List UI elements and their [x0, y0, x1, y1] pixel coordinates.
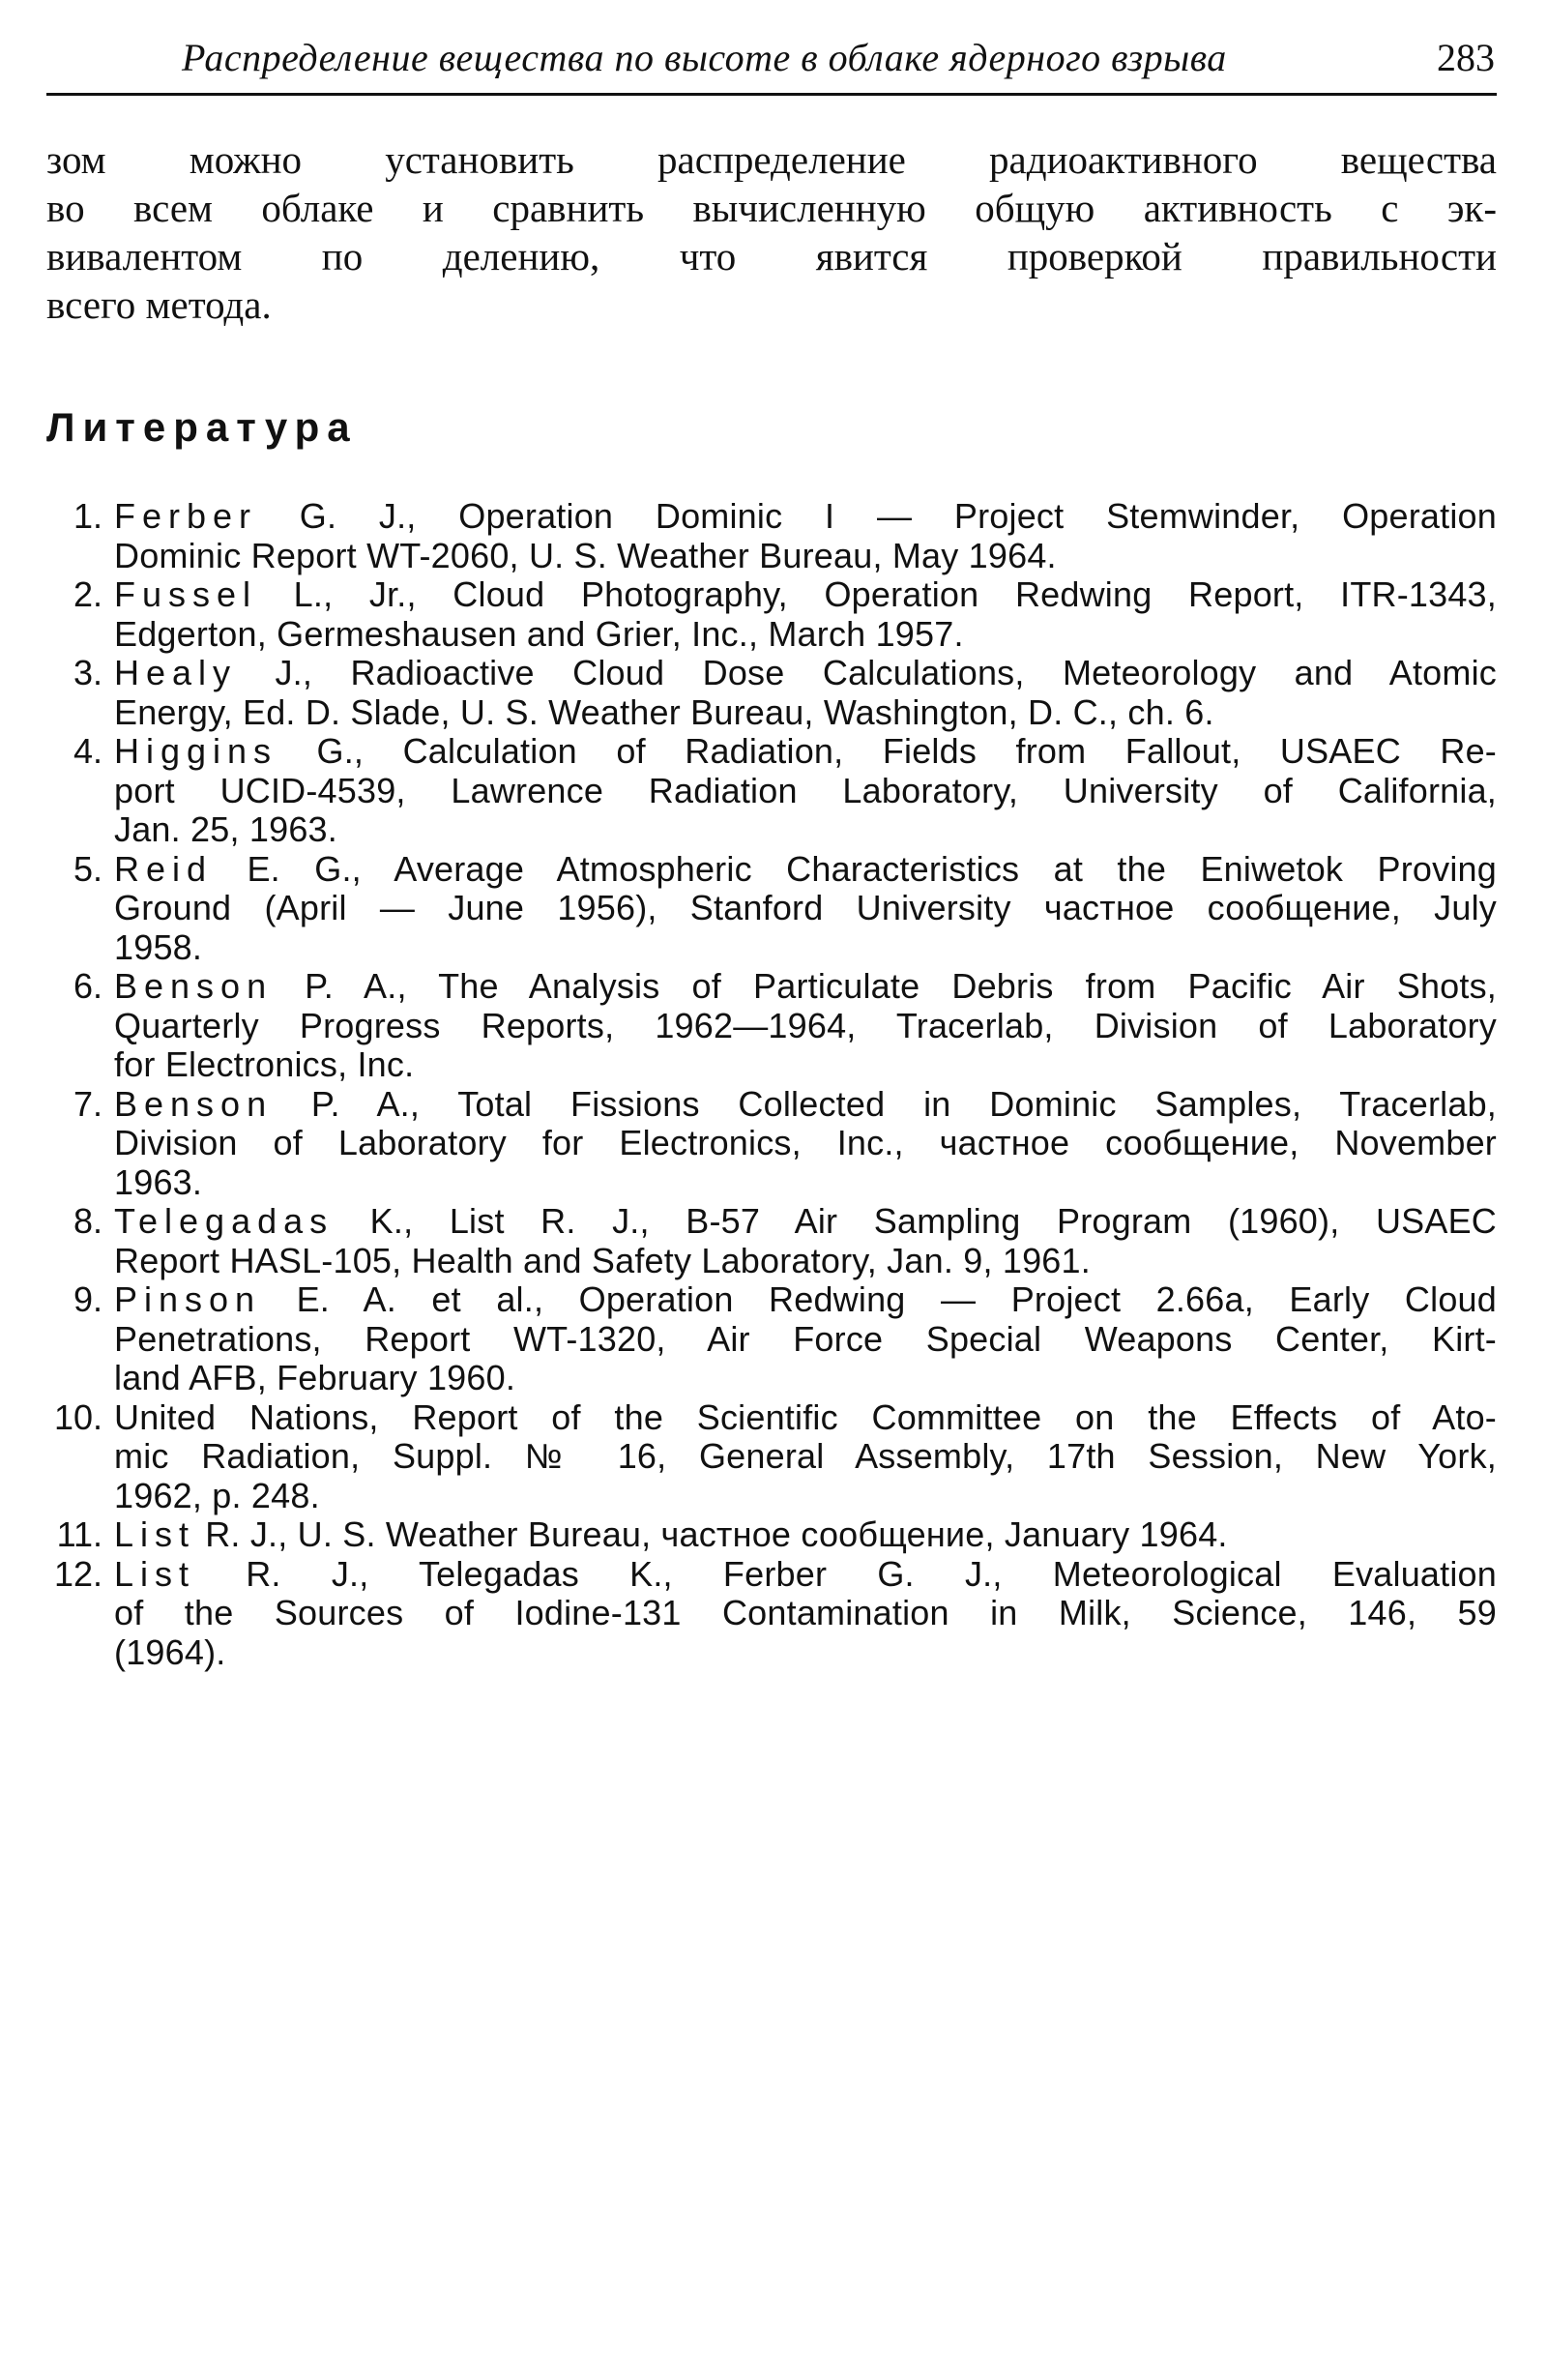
reference-item: [46, 1398, 1497, 1516]
reference-author: Healy: [114, 653, 238, 692]
reference-line: [114, 1515, 1497, 1555]
running-title: Распределение вещества по высоте в облаке ядерного взрыва: [182, 36, 1227, 79]
reference-number: 1.: [73, 496, 102, 536]
reference-number: 9.: [73, 1279, 102, 1319]
reference-line: Jan. 25, 1963.: [114, 809, 337, 849]
reference-line: Ground (April — June 1956), Stanford University частное сообщение, July: [114, 888, 1497, 927]
reference-author: List: [114, 1514, 196, 1554]
reference-item: [46, 654, 1497, 732]
reference-author: Ferber: [114, 496, 258, 536]
reference-line: 1963.: [114, 1161, 203, 1202]
reference-line: Penetrations, Report WT-1320, Air Force Special Weapons Center, Kirt-: [114, 1318, 1497, 1359]
reference-line: [114, 967, 1497, 1007]
reference-item: [46, 732, 1497, 850]
body-line: во всем облаке и сравнить вычисленную общую активность с эк-: [46, 186, 1497, 230]
reference-line: [114, 1085, 1497, 1125]
reference-number: 7.: [73, 1083, 102, 1124]
reference-line: [114, 1555, 1497, 1595]
reference-line: [114, 497, 1497, 537]
reference-number: 11.: [56, 1514, 102, 1554]
reference-line: 1962, p. 248.: [114, 1475, 320, 1515]
reference-number: 4.: [73, 731, 102, 771]
reference-item: [46, 850, 1497, 968]
reference-author: Telegadas: [114, 1201, 335, 1241]
reference-text: R. J., U. S. Weather Bureau, частное сообщение, January 1964.: [195, 1514, 1228, 1554]
reference-line: [114, 575, 1497, 615]
reference-number: 12.: [53, 1553, 102, 1594]
reference-text: K., List R. J., B-57 Air Sampling Program (1960), USAEC: [334, 1201, 1497, 1241]
reference-number: 5.: [73, 848, 102, 889]
reference-line: Energy, Ed. D. Slade, U. S. Weather Bureau, Washington, D. C., ch. 6.: [114, 691, 1214, 732]
reference-line: of the Sources of Iodine-131 Contamination in Milk, Science, 146, 59: [114, 1593, 1497, 1632]
page-number: 283: [1437, 36, 1495, 79]
reference-line: [114, 732, 1497, 772]
reference-text: R. J., Telegadas K., Ferber G. J., Meteorological Evaluation: [195, 1553, 1497, 1594]
header-rule: [46, 93, 1497, 96]
reference-line: United Nations, Report of the Scientific Committee on the Effects of Ato-: [114, 1396, 1497, 1437]
reference-line: Report HASL-105, Health and Safety Laboratory, Jan. 9, 1961.: [114, 1240, 1091, 1280]
reference-text: G., Calculation of Radiation, Fields from Fallout, USAEC Re-: [277, 731, 1497, 771]
reference-line: (1964).: [114, 1631, 226, 1672]
body-line: всего метода.: [46, 282, 272, 327]
reference-number: 2.: [73, 574, 102, 614]
reference-number: 6.: [73, 966, 102, 1006]
body-line: зом можно установить распределение радиоактивного вещества: [46, 137, 1497, 182]
reference-item: [46, 497, 1497, 575]
reference-text: E. A. et al., Operation Redwing — Project 2.66a, Early Cloud: [261, 1279, 1497, 1319]
reference-author: Higgins: [114, 731, 278, 771]
reference-item: [46, 1280, 1497, 1398]
reference-line: [114, 850, 1497, 890]
reference-item: [46, 1085, 1497, 1203]
reference-line: Division of Laboratory for Electronics, Inc., частное сообщение, November: [114, 1123, 1497, 1162]
reference-number: 3.: [73, 653, 102, 692]
reference-author: List: [114, 1553, 196, 1594]
reference-number: 8.: [73, 1201, 102, 1241]
reference-author: Pinson: [114, 1279, 262, 1319]
reference-author: Benson: [114, 1083, 274, 1124]
reference-line: port UCID-4539, Lawrence Radiation Laboratory, University of California,: [114, 770, 1497, 810]
reference-line: Edgerton, Germeshausen and Grier, Inc., March 1957.: [114, 613, 964, 654]
reference-text: J., Radioactive Cloud Dose Calculations, Meteorology and Atomic: [237, 653, 1497, 692]
reference-item: [46, 575, 1497, 654]
body-line: вивалентом по делению, что явится проверкой правильности: [46, 234, 1497, 279]
section-heading: Литература: [46, 404, 358, 450]
reference-item: [46, 1515, 1497, 1555]
reference-line: mic Radiation, Suppl. № 16, General Assembly, 17th Session, New York,: [114, 1436, 1497, 1476]
reference-line: land AFB, February 1960.: [114, 1358, 516, 1397]
reference-text: P. A., The Analysis of Particulate Debris from Pacific Air Shots,: [273, 966, 1497, 1006]
reference-text: G. J., Operation Dominic I — Project Stemwinder, Operation: [257, 496, 1497, 536]
reference-item: [46, 1202, 1497, 1280]
reference-line: [114, 1202, 1497, 1242]
reference-line: 1958.: [114, 926, 203, 967]
running-header: [46, 27, 1497, 95]
body-paragraph: [46, 135, 1497, 329]
reference-line: Quarterly Progress Reports, 1962—1964, Tracerlab, Division of Laboratory: [114, 1005, 1497, 1045]
reference-line: Dominic Report WT-2060, U. S. Weather Bureau, May 1964.: [114, 535, 1057, 575]
reference-number: 10.: [53, 1396, 102, 1437]
reference-item: [46, 967, 1497, 1085]
reference-text: E. G., Average Atmospheric Characteristics at the Eniwetok Proving: [213, 848, 1497, 889]
reference-line: [114, 654, 1497, 693]
reference-item: [46, 1555, 1497, 1673]
reference-author: Reid: [114, 848, 214, 889]
reference-line: for Electronics, Inc.: [114, 1044, 415, 1084]
reference-text: P. A., Total Fissions Collected in Dominic Samples, Tracerlab,: [273, 1083, 1497, 1124]
reference-line: [114, 1280, 1497, 1320]
reference-text: L., Jr., Cloud Photography, Operation Redwing Report, ITR-1343,: [257, 574, 1497, 614]
reference-author: Benson: [114, 966, 274, 1006]
reference-list: [46, 497, 1497, 1672]
reference-author: Fussel: [114, 574, 258, 614]
